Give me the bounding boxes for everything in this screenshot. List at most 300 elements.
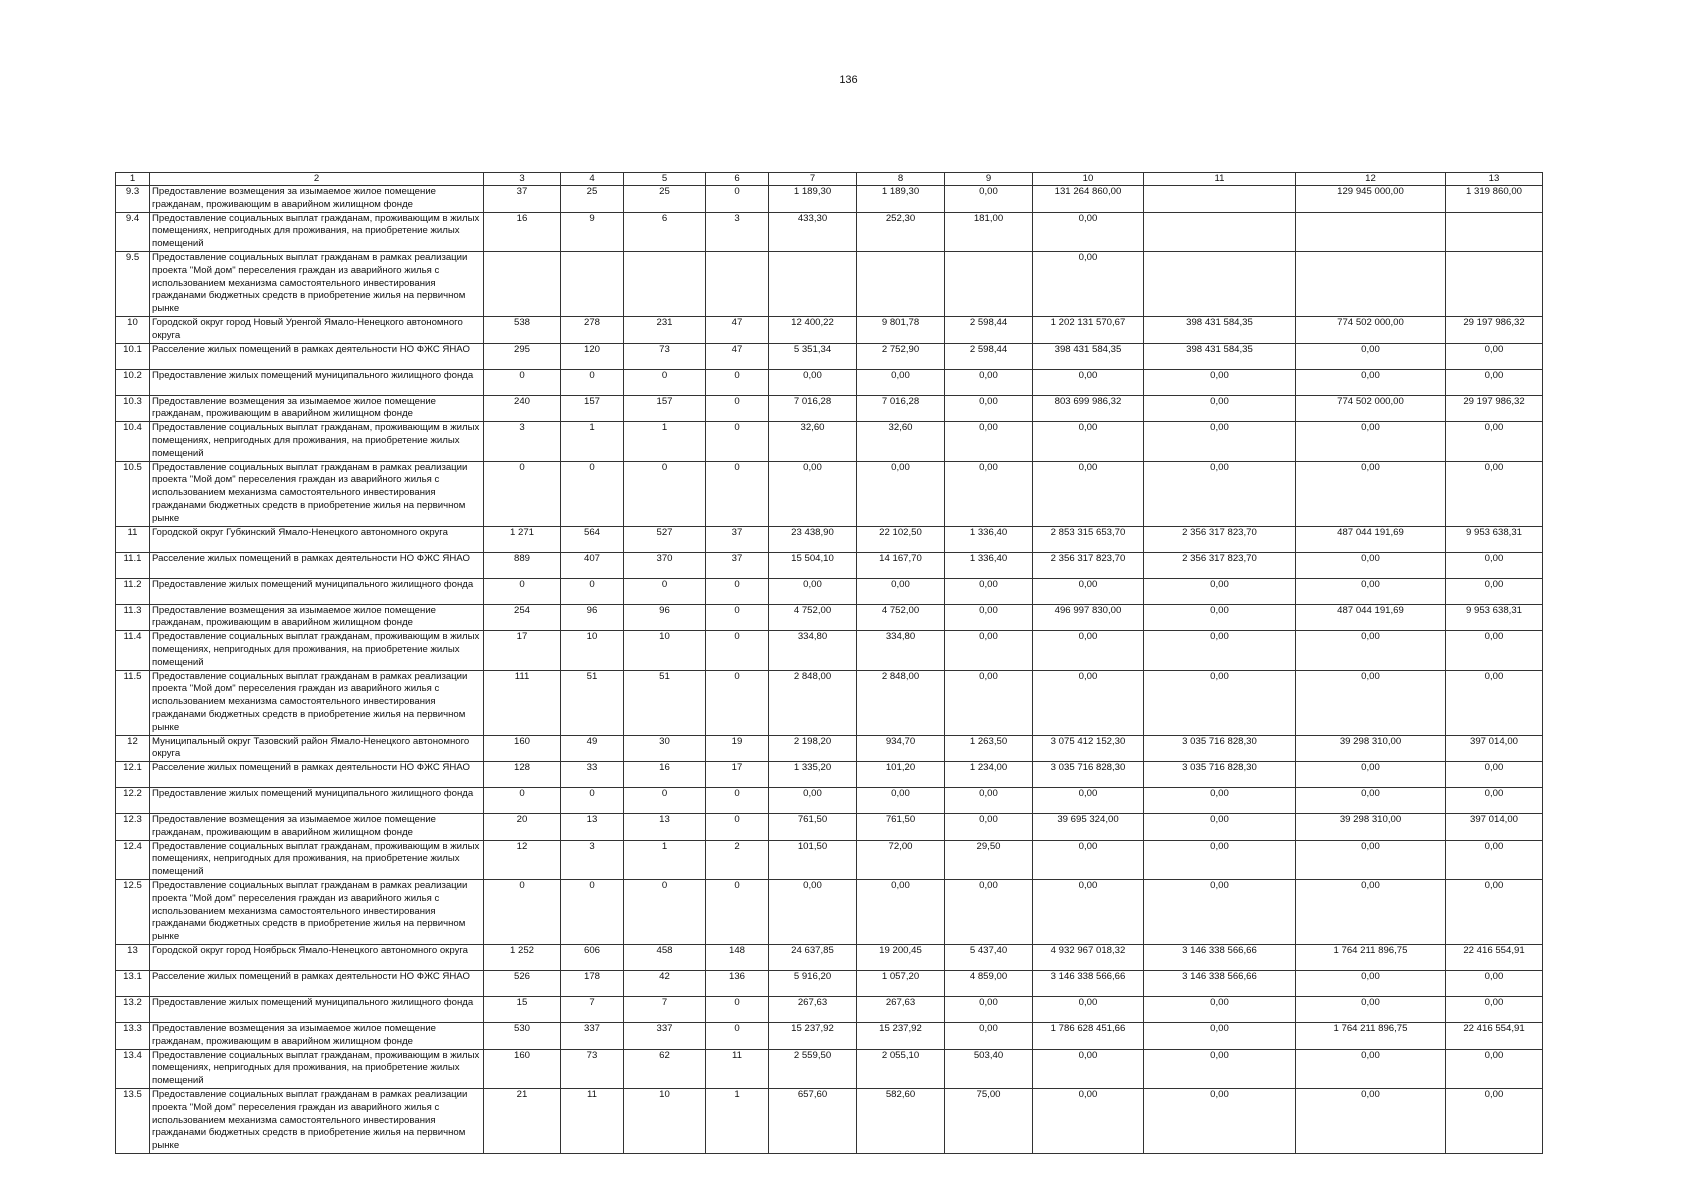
value-cell: 934,70 [857,735,945,762]
value-cell [706,251,769,316]
row-number-cell: 13.4 [116,1049,150,1088]
value-cell: 3 035 716 828,30 [1144,735,1296,762]
value-cell: 1 [624,840,706,879]
value-cell: 0,00 [945,369,1033,395]
value-cell: 397 014,00 [1446,735,1543,762]
row-name-cell: Расселение жилых помещений в рамках деятельности НО ФЖС ЯНАО [150,762,484,788]
value-cell: 1 336,40 [945,526,1033,552]
table-row [116,840,1543,879]
value-cell: 0,00 [1296,1089,1446,1154]
value-cell [624,251,706,316]
value-cell: 5 351,34 [769,343,857,369]
value-cell: 0 [484,369,561,395]
table-row [116,1023,1543,1050]
value-cell: 1 202 131 570,67 [1033,316,1144,343]
table-row [116,369,1543,395]
value-cell: 29,50 [945,840,1033,879]
column-header: 11 [1144,173,1296,186]
column-header: 10 [1033,173,1144,186]
value-cell: 0,00 [857,788,945,814]
value-cell: 0 [706,997,769,1023]
value-cell: 3 146 338 566,66 [1144,945,1296,971]
value-cell: 0 [561,461,624,526]
value-cell [1144,186,1296,213]
value-cell: 0,00 [1296,880,1446,945]
row-number-cell: 11.5 [116,670,150,735]
value-cell: 128 [484,762,561,788]
row-number-cell: 10.1 [116,343,150,369]
value-cell: 47 [706,316,769,343]
value-cell: 96 [561,604,624,631]
value-cell: 407 [561,552,624,578]
row-name-cell: Предоставление социальных выплат гражданам, проживающим в жилых помещениях, непригодных для проживания, на приобретение жилых помещений [150,631,484,670]
column-header: 7 [769,173,857,186]
table-row [116,422,1543,461]
value-cell: 2 559,50 [769,1049,857,1088]
value-cell: 12 400,22 [769,316,857,343]
value-cell: 0,00 [1446,971,1543,997]
value-cell: 0,00 [1296,461,1446,526]
value-cell: 0,00 [1144,880,1296,945]
value-cell: 0,00 [1033,840,1144,879]
value-cell: 30 [624,735,706,762]
value-cell: 0 [706,395,769,422]
table-row [116,1049,1543,1088]
row-number-cell: 11.2 [116,578,150,604]
value-cell: 2 848,00 [769,670,857,735]
value-cell: 0,00 [1446,552,1543,578]
value-cell: 73 [624,343,706,369]
value-cell [561,251,624,316]
value-cell: 458 [624,945,706,971]
value-cell: 0,00 [1446,840,1543,879]
value-cell: 4 932 967 018,32 [1033,945,1144,971]
value-cell: 15 504,10 [769,552,857,578]
value-cell: 0,00 [1033,880,1144,945]
table-row [116,552,1543,578]
value-cell: 0,00 [1446,631,1543,670]
value-cell [857,251,945,316]
value-cell: 17 [706,762,769,788]
value-cell: 0,00 [1446,369,1543,395]
value-cell: 0,00 [1296,631,1446,670]
value-cell: 0 [484,578,561,604]
value-cell: 1 057,20 [857,971,945,997]
value-cell: 0,00 [945,395,1033,422]
value-cell: 15 237,92 [857,1023,945,1050]
value-cell: 62 [624,1049,706,1088]
value-cell: 295 [484,343,561,369]
row-name-cell: Предоставление жилых помещений муниципального жилищного фонда [150,369,484,395]
value-cell: 337 [624,1023,706,1050]
value-cell: 47 [706,343,769,369]
value-cell: 20 [484,814,561,841]
table-row [116,316,1543,343]
table-row [116,814,1543,841]
value-cell: 337 [561,1023,624,1050]
value-cell: 0,00 [945,604,1033,631]
row-name-cell: Городской округ Губкинский Ямало-Ненецкого автономного округа [150,526,484,552]
value-cell: 0,00 [1296,840,1446,879]
table-row [116,971,1543,997]
row-name-cell: Предоставление социальных выплат гражданам в рамках реализации проекта "Мой дом" переселения граждан из аварийного жилья с использованием механизма самостоятельного инвестирования гражданами бюджетных средств в приобретение жилья на первичном рынке [150,461,484,526]
row-number-cell: 9.4 [116,212,150,251]
value-cell: 160 [484,1049,561,1088]
value-cell: 7 016,28 [769,395,857,422]
value-cell: 0,00 [1144,369,1296,395]
value-cell: 0,00 [945,997,1033,1023]
value-cell: 0 [706,631,769,670]
value-cell: 9 801,78 [857,316,945,343]
value-cell: 2 598,44 [945,343,1033,369]
value-cell: 0 [561,369,624,395]
value-cell: 3 035 716 828,30 [1144,762,1296,788]
value-cell: 0,00 [945,631,1033,670]
value-cell: 267,63 [769,997,857,1023]
row-name-cell: Муниципальный округ Тазовский район Ямало-Ненецкого автономного округа [150,735,484,762]
row-number-cell: 13.3 [116,1023,150,1050]
row-name-cell: Предоставление жилых помещений муниципального жилищного фонда [150,578,484,604]
value-cell [945,251,1033,316]
row-number-cell: 11.3 [116,604,150,631]
value-cell: 267,63 [857,997,945,1023]
value-cell [1296,251,1446,316]
value-cell: 0 [706,880,769,945]
value-cell: 19 200,45 [857,945,945,971]
value-cell: 0 [706,788,769,814]
row-name-cell: Предоставление социальных выплат гражданам в рамках реализации проекта "Мой дом" переселения граждан из аварийного жилья с использованием механизма самостоятельного инвестирования гражданами бюджетных средств в приобретение жилья на первичном рынке [150,880,484,945]
value-cell: 0 [484,461,561,526]
value-cell: 526 [484,971,561,997]
value-cell: 1 764 211 896,75 [1296,945,1446,971]
value-cell: 0,00 [945,422,1033,461]
value-cell: 25 [624,186,706,213]
table-row [116,395,1543,422]
value-cell: 0 [706,369,769,395]
value-cell: 9 [561,212,624,251]
value-cell: 774 502 000,00 [1296,395,1446,422]
value-cell: 397 014,00 [1446,814,1543,841]
value-cell: 0,00 [769,880,857,945]
value-cell [1144,251,1296,316]
value-cell: 582,60 [857,1089,945,1154]
value-cell: 4 752,00 [857,604,945,631]
value-cell: 15 [484,997,561,1023]
value-cell: 2 598,44 [945,316,1033,343]
value-cell: 496 997 830,00 [1033,604,1144,631]
value-cell: 0,00 [1033,788,1144,814]
value-cell: 0 [561,788,624,814]
value-cell: 3 146 338 566,66 [1144,971,1296,997]
value-cell: 129 945 000,00 [1296,186,1446,213]
value-cell: 1 234,00 [945,762,1033,788]
row-name-cell: Предоставление жилых помещений муниципального жилищного фонда [150,788,484,814]
row-number-cell: 9.3 [116,186,150,213]
value-cell: 530 [484,1023,561,1050]
row-name-cell: Предоставление возмещения за изымаемое жилое помещение гражданам, проживающим в аварийном жилищном фонде [150,186,484,213]
value-cell: 0,00 [1144,814,1296,841]
value-cell: 564 [561,526,624,552]
value-cell: 10 [624,1089,706,1154]
column-header: 13 [1446,173,1543,186]
value-cell: 22 102,50 [857,526,945,552]
row-name-cell: Предоставление социальных выплат гражданам, проживающим в жилых помещениях, непригодных для проживания, на приобретение жилых помещений [150,1049,484,1088]
value-cell: 0,00 [1033,631,1144,670]
value-cell: 0 [706,604,769,631]
value-cell: 0,00 [1144,997,1296,1023]
page-number: 136 [839,74,858,86]
value-cell: 96 [624,604,706,631]
row-number-cell: 12.5 [116,880,150,945]
value-cell: 889 [484,552,561,578]
value-cell: 0,00 [1296,552,1446,578]
value-cell: 1 764 211 896,75 [1296,1023,1446,1050]
value-cell: 252,30 [857,212,945,251]
value-cell: 9 953 638,31 [1446,526,1543,552]
value-cell: 433,30 [769,212,857,251]
value-cell: 398 431 584,35 [1144,316,1296,343]
value-cell: 0,00 [1033,578,1144,604]
value-cell: 148 [706,945,769,971]
value-cell: 774 502 000,00 [1296,316,1446,343]
value-cell: 0 [484,880,561,945]
value-cell: 5 916,20 [769,971,857,997]
value-cell: 0,00 [857,578,945,604]
value-cell: 0,00 [1446,1049,1543,1088]
table-row [116,762,1543,788]
data-table [115,172,1543,1154]
table-row [116,735,1543,762]
value-cell: 21 [484,1089,561,1154]
value-cell: 11 [561,1089,624,1154]
table-row [116,212,1543,251]
value-cell: 42 [624,971,706,997]
value-cell [1446,251,1543,316]
row-name-cell: Предоставление социальных выплат гражданам в рамках реализации проекта "Мой дом" переселения граждан из аварийного жилья с использованием механизма самостоятельного инвестирования гражданами бюджетных средств в приобретение жилья на первичном рынке [150,670,484,735]
value-cell: 29 197 986,32 [1446,395,1543,422]
value-cell: 23 438,90 [769,526,857,552]
value-cell: 15 237,92 [769,1023,857,1050]
row-number-cell: 11.1 [116,552,150,578]
value-cell: 13 [624,814,706,841]
value-cell: 0,00 [1446,880,1543,945]
value-cell: 32,60 [857,422,945,461]
value-cell: 0,00 [1033,1089,1144,1154]
value-cell: 3 [706,212,769,251]
row-name-cell: Городской округ город Ноябрьск Ямало-Ненецкого автономного округа [150,945,484,971]
table-row [116,945,1543,971]
value-cell: 0 [561,578,624,604]
table-row [116,788,1543,814]
value-cell: 2 356 317 823,70 [1144,552,1296,578]
value-cell: 0,00 [1144,670,1296,735]
value-cell: 120 [561,343,624,369]
value-cell: 0,00 [1446,1089,1543,1154]
value-cell: 0,00 [1446,461,1543,526]
row-number-cell: 12.4 [116,840,150,879]
table-row [116,526,1543,552]
value-cell: 49 [561,735,624,762]
value-cell: 0,00 [857,369,945,395]
value-cell: 0,00 [945,670,1033,735]
value-cell: 73 [561,1049,624,1088]
value-cell: 1 335,20 [769,762,857,788]
header-row [116,173,1543,186]
value-cell: 2 055,10 [857,1049,945,1088]
value-cell: 111 [484,670,561,735]
value-cell: 0,00 [1296,788,1446,814]
value-cell: 24 637,85 [769,945,857,971]
value-cell: 37 [706,552,769,578]
value-cell: 0 [624,578,706,604]
row-number-cell: 11.4 [116,631,150,670]
value-cell: 0,00 [945,186,1033,213]
value-cell: 0,00 [1144,461,1296,526]
value-cell: 16 [624,762,706,788]
value-cell [1446,212,1543,251]
value-cell: 240 [484,395,561,422]
value-cell: 51 [624,670,706,735]
table-row [116,251,1543,316]
value-cell: 370 [624,552,706,578]
row-number-cell: 10.5 [116,461,150,526]
value-cell: 4 859,00 [945,971,1033,997]
table-row [116,343,1543,369]
value-cell [1144,212,1296,251]
column-header: 6 [706,173,769,186]
value-cell: 0,00 [1033,422,1144,461]
row-name-cell: Городской округ город Новый Уренгой Ямало-Ненецкого автономного округа [150,316,484,343]
value-cell: 0,00 [1033,461,1144,526]
row-number-cell: 11 [116,526,150,552]
value-cell: 0,00 [769,788,857,814]
value-cell: 2 198,20 [769,735,857,762]
value-cell: 0,00 [1446,578,1543,604]
value-cell: 178 [561,971,624,997]
row-number-cell: 12.1 [116,762,150,788]
value-cell: 51 [561,670,624,735]
value-cell: 75,00 [945,1089,1033,1154]
value-cell: 0,00 [769,461,857,526]
row-name-cell: Расселение жилых помещений в рамках деятельности НО ФЖС ЯНАО [150,343,484,369]
row-number-cell: 12.3 [116,814,150,841]
table-row [116,997,1543,1023]
value-cell: 181,00 [945,212,1033,251]
value-cell: 1 [624,422,706,461]
value-cell: 1 319 860,00 [1446,186,1543,213]
value-cell: 9 953 638,31 [1446,604,1543,631]
row-name-cell: Предоставление возмещения за изымаемое жилое помещение гражданам, проживающим в аварийном жилищном фонде [150,814,484,841]
value-cell: 10 [624,631,706,670]
value-cell: 0 [706,422,769,461]
value-cell: 0,00 [1033,212,1144,251]
value-cell: 1 336,40 [945,552,1033,578]
value-cell: 1 [561,422,624,461]
value-cell: 0,00 [1296,670,1446,735]
value-cell: 527 [624,526,706,552]
value-cell: 1 252 [484,945,561,971]
table-row [116,880,1543,945]
value-cell: 0 [624,788,706,814]
row-name-cell: Предоставление жилых помещений муниципального жилищного фонда [150,997,484,1023]
value-cell: 0 [706,814,769,841]
value-cell: 0,00 [1446,343,1543,369]
value-cell: 0,00 [1144,1089,1296,1154]
value-cell: 1 263,50 [945,735,1033,762]
table-header [116,173,1543,186]
value-cell: 157 [561,395,624,422]
row-name-cell: Предоставление возмещения за изымаемое жилое помещение гражданам, проживающим в аварийном жилищном фонде [150,604,484,631]
value-cell: 0,00 [1446,997,1543,1023]
value-cell: 136 [706,971,769,997]
value-cell: 19 [706,735,769,762]
row-number-cell: 13.2 [116,997,150,1023]
value-cell: 10 [561,631,624,670]
table-row [116,186,1543,213]
value-cell: 0,00 [1144,1023,1296,1050]
value-cell: 39 298 310,00 [1296,814,1446,841]
value-cell: 761,50 [857,814,945,841]
value-cell: 0,00 [1144,1049,1296,1088]
row-name-cell: Предоставление возмещения за изымаемое жилое помещение гражданам, проживающим в аварийном жилищном фонде [150,395,484,422]
value-cell: 503,40 [945,1049,1033,1088]
value-cell: 0,00 [1144,631,1296,670]
value-cell: 16 [484,212,561,251]
value-cell: 0 [706,670,769,735]
value-cell: 3 146 338 566,66 [1033,971,1144,997]
value-cell: 3 [484,422,561,461]
value-cell: 0,00 [857,880,945,945]
value-cell: 231 [624,316,706,343]
value-cell: 334,80 [769,631,857,670]
value-cell: 0,00 [1033,670,1144,735]
value-cell: 0,00 [945,788,1033,814]
value-cell: 0 [561,880,624,945]
value-cell: 0,00 [1296,343,1446,369]
value-cell: 33 [561,762,624,788]
value-cell: 0,00 [1446,762,1543,788]
value-cell: 0,00 [945,1023,1033,1050]
value-cell: 606 [561,945,624,971]
column-header: 12 [1296,173,1446,186]
column-header: 2 [150,173,484,186]
row-number-cell: 10.4 [116,422,150,461]
value-cell: 2 356 317 823,70 [1144,526,1296,552]
value-cell: 0,00 [769,578,857,604]
value-cell: 0 [706,186,769,213]
value-cell: 657,60 [769,1089,857,1154]
row-name-cell: Предоставление социальных выплат гражданам, проживающим в жилых помещениях, непригодных для проживания, на приобретение жилых помещений [150,422,484,461]
row-name-cell: Предоставление возмещения за изымаемое жилое помещение гражданам, проживающим в аварийном жилищном фонде [150,1023,484,1050]
row-number-cell: 13.1 [116,971,150,997]
value-cell: 1 189,30 [769,186,857,213]
value-cell: 254 [484,604,561,631]
value-cell: 0 [706,1023,769,1050]
value-cell: 3 075 412 152,30 [1033,735,1144,762]
value-cell: 0,00 [1296,578,1446,604]
value-cell: 2 356 317 823,70 [1033,552,1144,578]
value-cell: 0,00 [945,814,1033,841]
table-row [116,1089,1543,1154]
value-cell: 0 [624,880,706,945]
value-cell: 3 035 716 828,30 [1033,762,1144,788]
value-cell: 0,00 [1296,422,1446,461]
value-cell: 4 752,00 [769,604,857,631]
column-header: 4 [561,173,624,186]
value-cell [1296,212,1446,251]
column-header: 5 [624,173,706,186]
value-cell: 22 416 554,91 [1446,1023,1543,1050]
